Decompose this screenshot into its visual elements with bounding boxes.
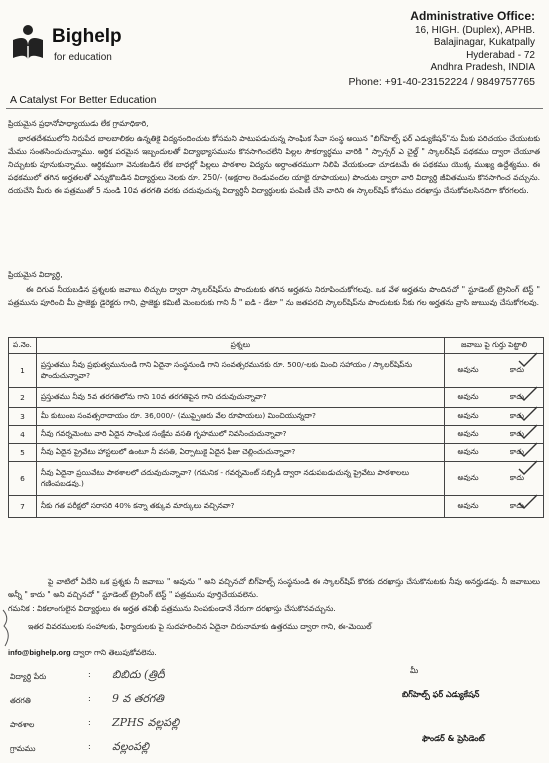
answer-no[interactable] — [491, 444, 544, 462]
answer-no-label: కాదు — [509, 365, 525, 374]
col-header-answer: జవాబు పై గుర్తు పెట్టాలి — [445, 338, 544, 354]
answer-no[interactable] — [491, 388, 544, 408]
row-question: నీవు గవర్నమెంటు వారి ఏదైన సాంఘిక సంక్షేమ వసతి గృహములో నివసించుచున్నావా? — [36, 426, 444, 444]
row-question: మీ కుటుంబ సంవత్సరాదాయం రూ. 36,000/- (ముప్పైఆరు వేల రూపాయలు) మించియున్నదా? — [36, 408, 444, 426]
eligibility-table — [8, 337, 544, 518]
answer-no[interactable] — [491, 354, 544, 388]
row-num: 3 — [9, 408, 37, 426]
email-tail: ద్వారా గాని తెలుపుకోవలెను. — [73, 648, 157, 657]
office-title: Administrative Office: — [410, 9, 535, 23]
contact-note: ఇతర వివరములకు సంహాలకు, ఫిర్యాదులకు పై సుదహరించిన ఏదైనా చిరునామాకు ఉత్తరము ద్వారా గాని, ఈ-మెయిల్ — [28, 622, 372, 631]
checkmark-icon — [517, 352, 539, 368]
answer-yes[interactable]: అవును — [445, 444, 492, 462]
table-row — [9, 426, 544, 444]
answer-no[interactable] — [491, 408, 544, 426]
margin-scribble-icon — [0, 608, 14, 648]
class-label: తరగతి — [10, 696, 31, 705]
answer-no-label: కాదు — [509, 392, 525, 401]
row-question: నీవు ఏదైనా ప్రయివేటు పాఠశాలలో చదువుచున్నావా? (గమనిక - గవర్నమెంట్ సబ్సిడీ ద్వారా నడుపబడుచున్న ప్రైవేటు పాఠశాలలు గణింపబడవు.) — [36, 462, 444, 496]
colon: : — [88, 718, 91, 727]
book-person-logo-icon — [10, 24, 46, 64]
answer-yes[interactable]: అవును — [445, 354, 492, 388]
email-address[interactable]: info@bighelp.org — [8, 648, 71, 657]
answer-no-label: కాదు — [509, 501, 525, 510]
brand-name: Bighelp — [52, 26, 122, 47]
row-question: నీకు గత పరీక్షలో సరాసరి 40% కన్నా తక్కువ మార్కులు వచ్చినవా? — [36, 496, 444, 518]
col-header-question: ప్రశ్నలు — [36, 338, 444, 354]
answer-no-label: కాదు — [509, 429, 525, 438]
checkmark-icon — [517, 494, 539, 510]
signature-mee: మీ — [410, 666, 419, 675]
address-line: Balajinagar, Kukatpally — [433, 37, 535, 48]
table-row — [9, 444, 544, 462]
checkmark-icon — [517, 386, 539, 402]
col-header-num: ప.నెం. — [9, 338, 37, 354]
row-num: 5 — [9, 444, 37, 462]
student-name-value[interactable]: బిబిదు (త్రిదీ — [112, 668, 165, 681]
table-row — [9, 354, 544, 388]
table-row — [9, 388, 544, 408]
answer-yes[interactable]: అవును — [445, 496, 492, 518]
address-line: Andhra Pradesh, INDIA — [430, 62, 535, 73]
answer-yes[interactable]: అవును — [445, 408, 492, 426]
school-value[interactable]: ZPHS వల్లపల్లి — [112, 716, 180, 729]
answer-yes[interactable]: అవును — [445, 426, 492, 444]
email-line — [8, 648, 157, 659]
logo — [6, 20, 146, 80]
salutation-student: ప్రియమైన విద్యార్ధి, — [8, 270, 63, 279]
colon: : — [88, 742, 91, 751]
row-question: ప్రస్తుతము నీవు 5వ తరగతిలోను గాని 10వ తరగతిపైన గాని చదువుచున్నావా? — [36, 388, 444, 408]
answer-no-label: కాదు — [509, 473, 525, 482]
answer-no[interactable] — [491, 426, 544, 444]
phone-number: Phone: +91-40-23152224 / 9849757765 — [348, 75, 535, 88]
colon: : — [88, 694, 91, 703]
answer-no-label: కాదు — [509, 447, 525, 456]
village-label: గ్రామము — [10, 744, 36, 753]
row-num: 2 — [9, 388, 37, 408]
table-header-row — [9, 338, 544, 354]
row-num: 7 — [9, 496, 37, 518]
answer-no[interactable] — [491, 496, 544, 518]
class-value[interactable]: 9 వ తరగతి — [112, 692, 164, 705]
row-num: 1 — [9, 354, 37, 388]
table-row — [9, 496, 544, 518]
colon: : — [88, 670, 91, 679]
row-num: 6 — [9, 462, 37, 496]
instructions-paragraph: ఈ దిగువ నీయబడిన ప్రశ్నలకు జవాబు లిచ్చుట ద్వారా స్కాలర్‌షిప్‌ను పొందుటకు తగిన అర్హతను నిరూపించుకోగలవు. ఒక వేళ అర్హతను పొందినచో " స్టూడెంట్ ట్రైనింగ్ టెస్ట్ " పత్రమును పూరించి మీ ప్రాజెక్టు డైరెక్టరు గాని, ప్రాజెక్టు కమిటీ మెంబరుకు గాని నీ " ఐడి - డేటా " ను జతపరచి స్కాలర్‌షిప్‌ను పొందుటకు నీకు గల అర్హతను వ్రాసి జుఋవు చేసుకోగలవు. — [8, 285, 540, 307]
answer-yes[interactable]: అవును — [445, 462, 492, 496]
checkmark-icon — [517, 460, 539, 476]
salutation-headmaster: ప్రియమైన ప్రధానోపాధ్యాయుడు లేక గ్రామాధికారి, — [8, 119, 149, 128]
row-question: నీవు ఏదైన ప్రైవేటు హాస్టలులో ఉంటూ నీ వసతి, ఏర్పాటుకై ఏదైన ఫీజు చెల్లించుచున్నావా? — [36, 444, 444, 462]
address-line: Hyderabad - 72 — [466, 49, 535, 61]
brand-subtitle: for education — [54, 52, 112, 63]
signature-title: ఫౌండర్ & ప్రెసిడెంట్ — [422, 734, 485, 743]
row-question: ప్రస్తుతము నీవు ప్రభుత్వమునుండి గాని ఏదైనా సంస్థనుండి గాని సంవత్సరమునకు రూ. 500/-లకు మించి సహాయం / స్కాలర్‌షిప్‌ను పొందుచున్నావా? — [36, 354, 444, 388]
row-num: 4 — [9, 426, 37, 444]
checkmark-icon — [517, 406, 539, 422]
signature-org: బిగ్‌హెల్ప్ ఫర్ ఎడ్యుకేషన్ — [402, 690, 480, 699]
checkmark-icon — [517, 424, 539, 440]
disability-note: గమనిక : వికలాంగులైన విద్యార్ధులు ఈ అర్హత తనిఖీ పత్రమును నింపకుండానే నేరుగా దరఖాస్తు చేసుకొనవచ్చును. — [8, 604, 336, 613]
school-label: పాఠశాల — [10, 720, 35, 729]
office-address — [335, 10, 535, 88]
answer-no-label: కాదు — [509, 411, 525, 420]
intro-paragraph: భారతదేశములోని నిరుపేద బాలబాలికల ఉన్నతికై విద్యనందించుట కోసమని పాటుపడుచున్న సాంఘిక సేవా సంస్థ అయిన "బిగ్‌హెల్ప్ ఫర్ ఎడ్యుకేషన్"ను మీకు పరిచయం చేయుటకు మేము సంతసించుచున్నాము. ఆర్ధిక పరమైన ఇబ్బందులతో విద్యాభ్యాసమును కొనసాగించలేని పిల్లల సౌకర్యార్ధము వారికి " స్పాన్సర్ ఎ చైల్డ్ " స్కాలర్‌షిప్ పథకము ద్వారా చేయూత నిచ్చుటకు పూనుకున్నాము. ఆర్ధికముగా వెనుకబడిన లేక బాధల్లో పిల్లలు పాఠశాల విద్యను అర్ధాంతరముగా నిలిపి వేయకుండా చూడటమే ఈ పథకము యొక్క ముఖ్య ఉద్దేశ్యము. ఈ పథకములో తగిన అర్హతలతో ఎన్నుకొబడిన విద్యార్ధులు నెలకు రూ. 250/- (అక్షరాల రెండువందల యాభై రూపాయలు) పొందుట ద్వారా వారి విద్యార్ధి జీవితమును కొనసాగించ వచ్చును. దయచేసి మీరు ఈ పత్రముతో 5 నుండి 10వ తరగతి వరకు చదువుచున్న విద్యార్ధినీ విద్యార్ధులకు పంపిణీ చేసి వారిని ఈ స్కాలర్‌షిప్ కోసము దరఖాస్తు చేసుకోవలసినదిగా కోరగలరు. — [8, 134, 540, 195]
answer-no[interactable] — [491, 462, 544, 496]
student-name-label: విద్యార్ధి పేరు — [10, 672, 47, 681]
header-divider — [6, 108, 543, 109]
address-line: 16, HIGH. (Duplex), APHB. — [414, 24, 535, 36]
table-row — [9, 462, 544, 496]
answer-yes[interactable]: అవును — [445, 388, 492, 408]
tagline: A Catalyst For Better Education — [10, 94, 157, 106]
table-row — [9, 408, 544, 426]
village-value[interactable]: వల్లంపల్లి — [112, 740, 150, 753]
checkmark-icon — [517, 442, 539, 458]
eligibility-note: పై వాటిలో ఏదేని ఒక ప్రశ్నకు నీ జవాబు " అవును " అని వచ్చినచో బిగ్‌హెల్ప్ సంస్థనుండి ఈ స్కాలర్‌షిప్ కొరకు దరఖాస్తు చేసుకొనుటకు నీవు అనర్హుడవు. నీ జవాబులు అన్నీ " కాదు " అని వచ్చినచో " స్టూడెంట్ ట్రైనింగ్ టెస్ట్ " పత్రమును పూర్తిచేయవలెను. — [8, 577, 540, 599]
